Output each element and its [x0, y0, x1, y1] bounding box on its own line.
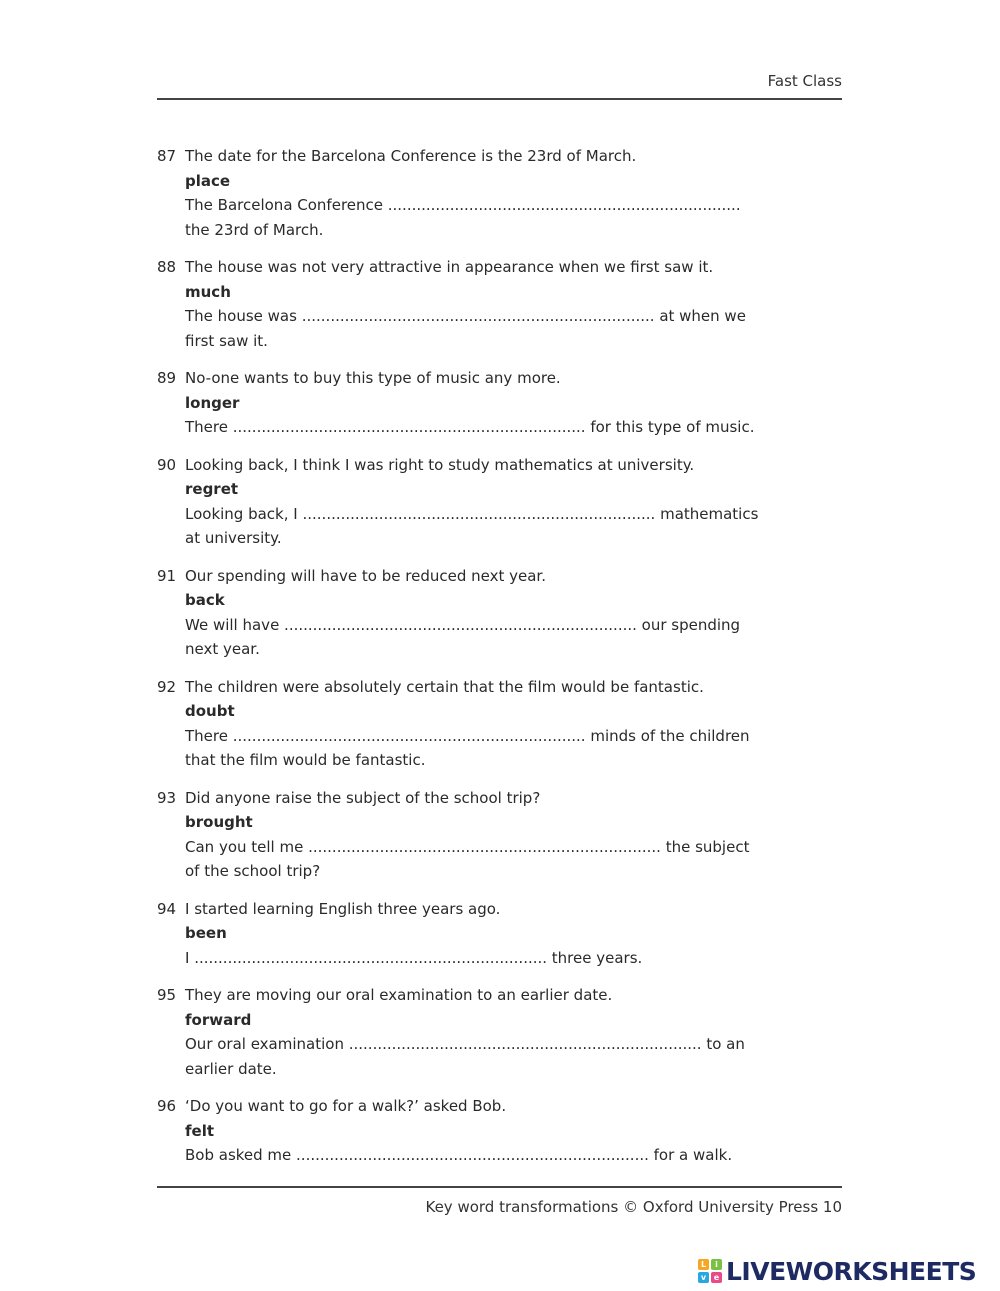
exercise-answer-line: next year.	[185, 640, 260, 658]
footer-copyright: Key word transformations © Oxford University Press 10	[425, 1198, 842, 1216]
exercise-keyword: regret	[185, 480, 239, 498]
exercise-keyword: longer	[185, 393, 240, 412]
exercise-answer-line: the 23rd of March.	[185, 220, 324, 239]
exercise-sentence: Looking back, I think I was right to study mathematics at university.	[185, 455, 695, 474]
exercise-number: 92	[157, 677, 177, 696]
exercise-number: 89	[157, 369, 177, 387]
exercise-keyword: been	[185, 924, 227, 942]
exercise-sentence: The date for the Barcelona Conference is the 23rd of March.	[185, 147, 637, 165]
exercise-answer-line[interactable]: I .......................................................................... three years.	[185, 948, 643, 967]
exercise-item	[157, 983, 797, 1081]
exercise-keyword: brought	[185, 813, 253, 831]
exercise-answer-line[interactable]: The Barcelona Conference ..........................................................................	[185, 196, 741, 214]
exercise-keyword: much	[185, 282, 231, 301]
exercise-answer-line[interactable]: Looking back, I .......................................................................... mathematics	[185, 504, 759, 523]
exercise-keyword: forward	[185, 1010, 252, 1029]
exercise-answer-line[interactable]: There .......................................................................... for this type of music.	[185, 418, 755, 436]
exercise-answer-line[interactable]: The house was .......................................................................... at when we	[185, 307, 746, 325]
exercise-answer-line[interactable]: Our oral examination .......................................................................... to an	[185, 1035, 745, 1053]
exercise-item	[157, 1094, 797, 1168]
header-rule	[157, 98, 842, 100]
brand-name: LIVEWORKSHEETS	[726, 1256, 977, 1286]
exercise-answer-line: first saw it.	[185, 331, 268, 350]
exercise-number: 94	[157, 899, 177, 918]
exercise-answer-line[interactable]: Bob asked me .......................................................................... for a walk.	[185, 1146, 733, 1164]
exercise-answer-line: of the school trip?	[185, 862, 321, 880]
exercise-item	[157, 366, 797, 440]
logo-tile-3: v	[698, 1272, 709, 1283]
exercise-number: 96	[157, 1097, 177, 1115]
exercise-sentence: Did anyone raise the subject of the school trip?	[185, 788, 541, 807]
exercise-answer-line[interactable]: We will have .......................................................................... our spending	[185, 615, 741, 634]
exercise-keyword: place	[185, 171, 231, 190]
exercise-item	[157, 675, 797, 773]
liveworksheets-logo-icon	[698, 1259, 722, 1283]
exercise-keyword: felt	[185, 1121, 215, 1140]
liveworksheets-logo[interactable]	[698, 1256, 976, 1286]
exercise-item	[157, 897, 797, 971]
exercise-number: 87	[157, 147, 177, 165]
exercise-sentence: I started learning English three years ago.	[185, 899, 501, 918]
exercise-item	[157, 255, 797, 353]
exercise-answer-line: earlier date.	[185, 1059, 277, 1078]
exercise-number: 91	[157, 566, 177, 585]
exercise-item	[157, 564, 797, 662]
exercise-answer-line[interactable]: Can you tell me .......................................................................... the subject	[185, 837, 750, 856]
exercise-item	[157, 144, 797, 242]
exercise-answer-line: that the film would be fantastic.	[185, 751, 426, 769]
exercise-number: 88	[157, 258, 177, 276]
exercise-sentence: They are moving our oral examination to an earlier date.	[185, 986, 613, 1004]
logo-tile-4: e	[711, 1272, 722, 1283]
exercise-sentence: The house was not very attractive in appearance when we first saw it.	[185, 258, 714, 276]
exercise-sentence: ‘Do you want to go for a walk?’ asked Bob.	[185, 1097, 507, 1115]
exercise-answer-line: at university.	[185, 529, 282, 547]
exercise-sentence: The children were absolutely certain that the film would be fantastic.	[185, 677, 704, 696]
exercise-answer-line[interactable]: There .......................................................................... minds of the children	[185, 726, 750, 745]
page-header-title: Fast Class	[767, 72, 842, 90]
exercise-number: 93	[157, 788, 177, 807]
exercise-sentence: Our spending will have to be reduced next year.	[185, 566, 546, 585]
exercise-number: 90	[157, 455, 177, 474]
logo-tile-2: i	[711, 1259, 722, 1270]
exercise-list	[157, 144, 797, 1168]
logo-tile-1: L	[698, 1259, 709, 1270]
exercise-keyword: doubt	[185, 702, 235, 720]
exercise-keyword: back	[185, 591, 225, 609]
exercise-item	[157, 786, 797, 884]
exercise-number: 95	[157, 986, 177, 1004]
exercise-item	[157, 453, 797, 551]
exercise-sentence: No-one wants to buy this type of music any more.	[185, 369, 561, 387]
footer-rule	[157, 1186, 842, 1188]
